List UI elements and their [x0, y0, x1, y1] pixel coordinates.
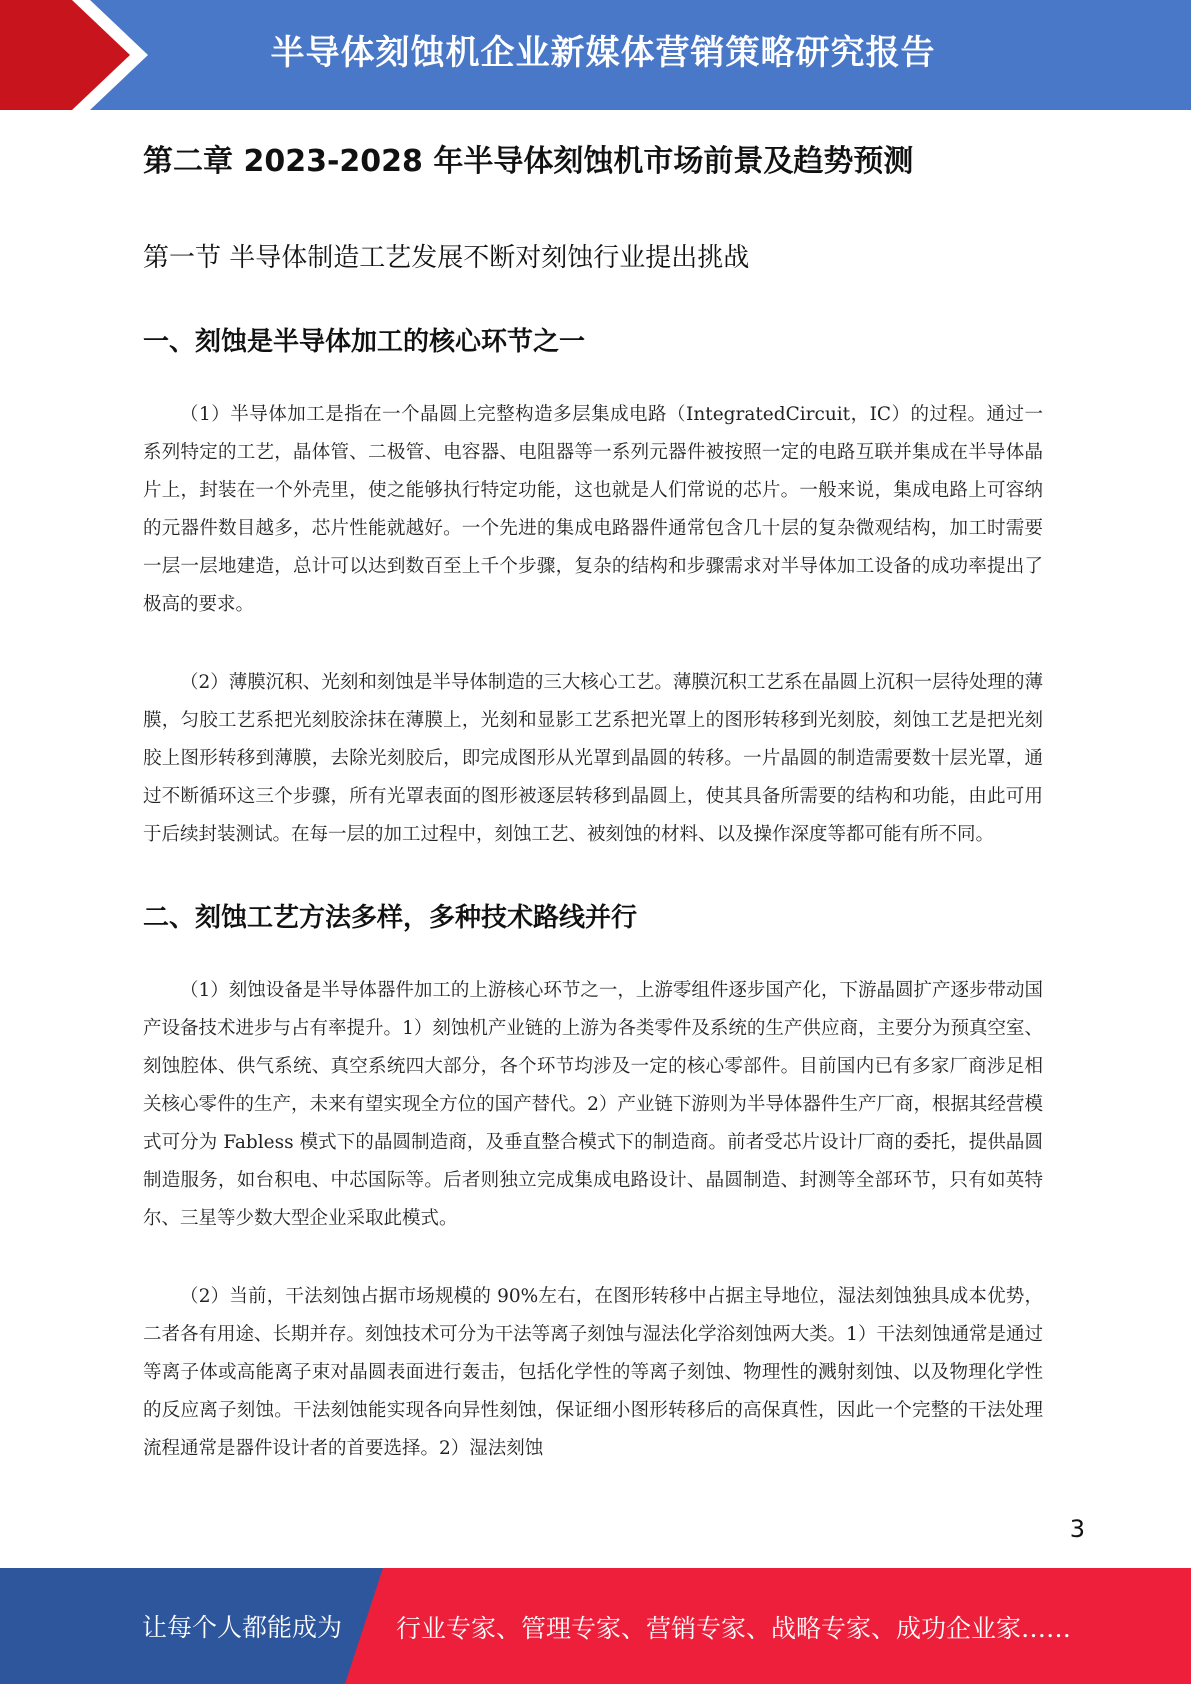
paragraph: （2）薄膜沉积、光刻和刻蚀是半导体制造的三大核心工艺。薄膜沉积工艺系在晶圆上沉积一层待处理的薄膜，匀胶工艺系把光刻胶涂抹在薄膜上，光刻和显影工艺系把光罩上的图形转移到光刻胶，刻蚀工艺是把光刻胶上图形转移到薄膜，去除光刻胶后，即完成图形从光罩到晶圆的转移。一片晶圆的制造需要数十层光罩，通过不断循环这三个步骤，所有光罩表面的图形被逐层转移到晶圆上，使其具备所需要的结构和功能，由此可用于后续封装测试。在每一层的加工过程中，刻蚀工艺、被刻蚀的材料、以及操作深度等都可能有所不同。 — [143, 672, 1043, 845]
document-body — [143, 130, 1043, 1468]
report-header-banner — [0, 0, 1191, 110]
paragraph: （1）半导体加工是指在一个晶圆上完整构造多层集成电路（IntegratedCircuit，IC）的过程。通过一系列特定的工艺，晶体管、二极管、电容器、电阻器等一系列元器件被按照一定的电路互联并集成在半导体晶片上，封装在一个外壳里，使之能够执行特定功能，这也就是人们常说的芯片。一般来说，集成电路上可容纳的元器件数目越多，芯片性能就越好。一个先进的集成电路器件通常包含几十层的复杂微观结构，加工时需要一层一层地建造，总计可以达到数百至上千个步骤，复杂的结构和步骤需求对半导体加工设备的成功率提出了极高的要求。 — [143, 404, 1043, 615]
subsection-title: 一、刻蚀是半导体加工的核心环节之一 — [143, 327, 586, 357]
paragraph: （1）刻蚀设备是半导体器件加工的上游核心环节之一，上游零组件逐步国产化，下游晶圆扩产逐步带动国产设备技术进步与占有率提升。1）刻蚀机产业链的上游为各类零件及系统的生产供应商，主要分为预真空室、刻蚀腔体、供气系统、真空系统四大部分，各个环节均涉及一定的核心零部件。目前国内已有多家厂商涉足相关核心零件的生产，未来有望实现全方位的国产替代。2）产业链下游则为半导体器件生产厂商，根据其经营模式可分为 Fabless 模式下的晶圆制造商，及垂直整合模式下的制造商。前者受芯片设计厂商的委托，提供晶圆制造服务，如台积电、中芯国际等。后者则独立完成集成电路设计、晶圆制造、封测等全部环节，只有如英特尔、三星等少数大型企业采取此模式。 — [143, 980, 1043, 1229]
subsection-title: 二、刻蚀工艺方法多样，多种技术路线并行 — [143, 903, 638, 933]
footer-slogan-left: 让每个人都能成为 — [142, 1613, 343, 1642]
footer-slogan-right: 行业专家、管理专家、营销专家、战略专家、成功企业家…… — [396, 1614, 1072, 1643]
chapter-title: 第二章 2023-2028 年半导体刻蚀机市场前景及趋势预测 — [143, 144, 914, 179]
section-title: 第一节 半导体制造工艺发展不断对刻蚀行业提出挑战 — [143, 243, 750, 273]
report-title: 半导体刻蚀机企业新媒体营销策略研究报告 — [270, 33, 936, 73]
paragraph: （2）当前，干法刻蚀占据市场规模的 90%左右，在图形转移中占据主导地位，湿法刻蚀独具成本优势，二者各有用途、长期并存。刻蚀技术可分为干法等离子刻蚀与湿法化学浴刻蚀两大类。1）干法刻蚀通常是通过等离子体或高能离子束对晶圆表面进行轰击，包括化学性的等离子刻蚀、物理性的溅射刻蚀、以及物理化学性的反应离子刻蚀。干法刻蚀能实现各向异性刻蚀，保证细小图形转移后的高保真性，因此一个完整的干法处理流程通常是器件设计者的首要选择。2）湿法刻蚀 — [143, 1286, 1043, 1459]
footer-banner — [0, 1568, 1191, 1684]
page-number: 3 — [1069, 1515, 1085, 1543]
